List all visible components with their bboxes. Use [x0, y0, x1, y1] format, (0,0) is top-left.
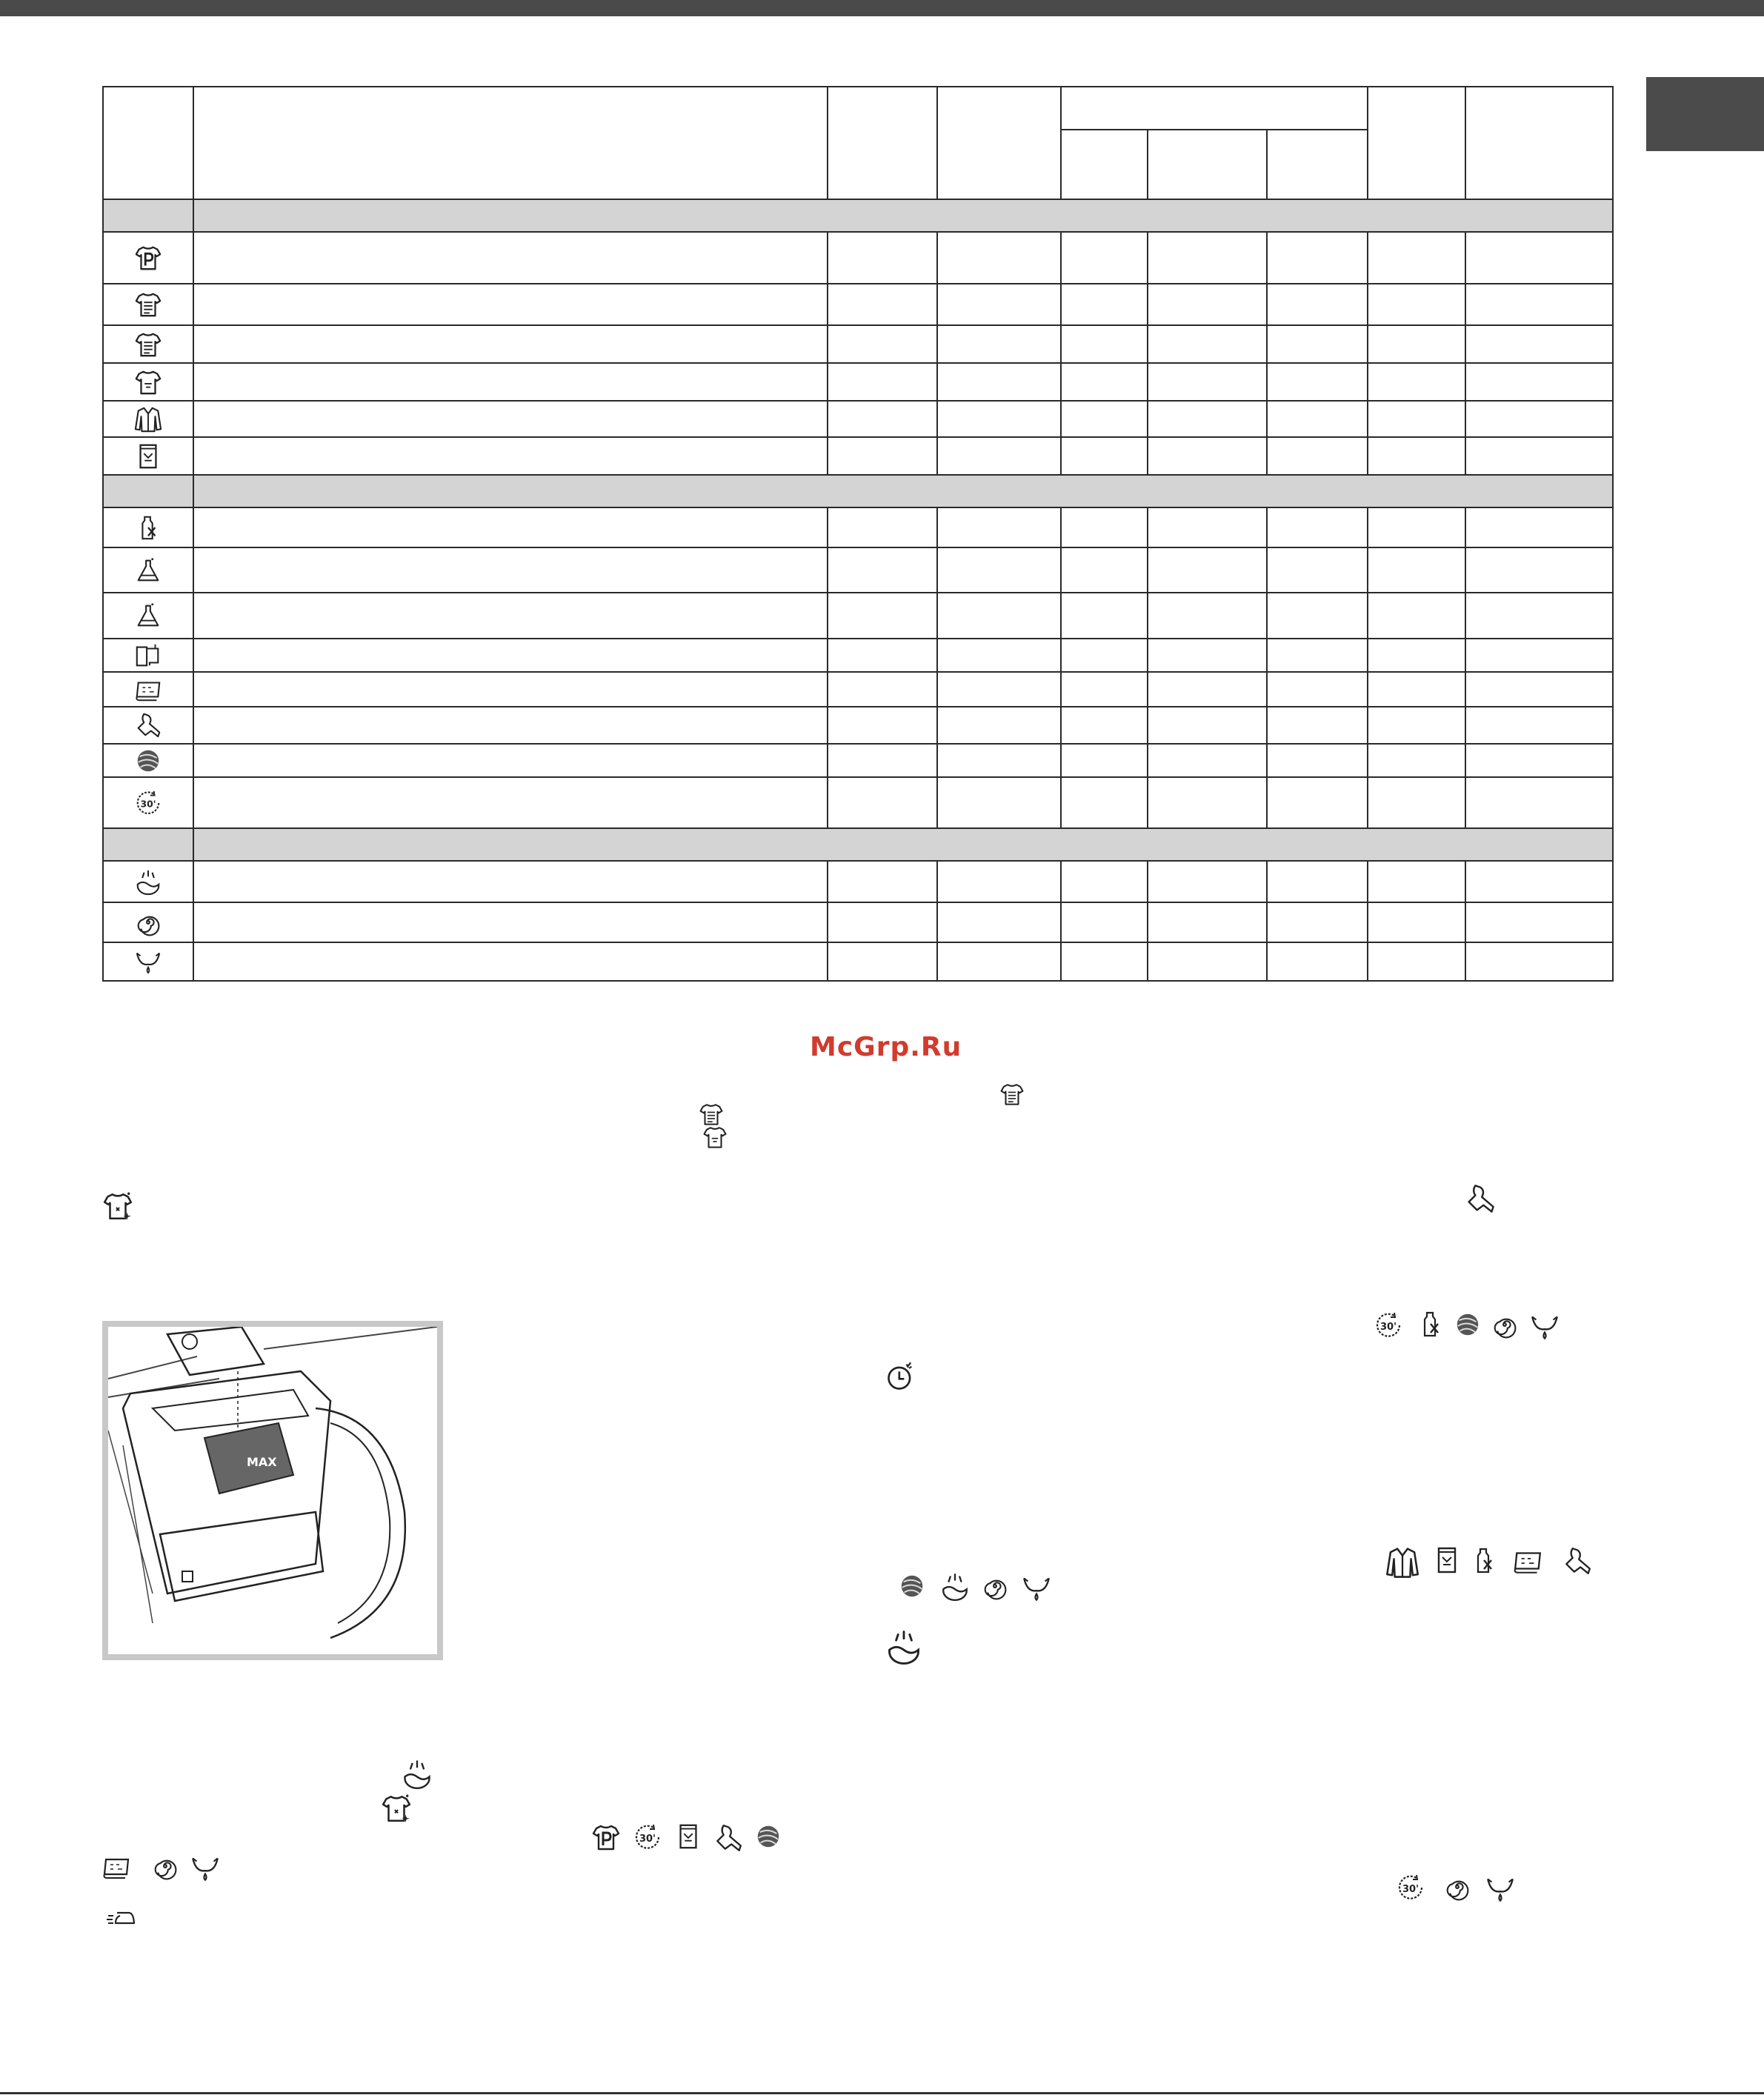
table-cell: [1368, 547, 1465, 593]
top-bar: [0, 0, 1764, 16]
table-row: [103, 401, 1613, 437]
table-cell: [828, 902, 937, 942]
table-cell: [1465, 593, 1613, 639]
table-cell: [1148, 639, 1267, 672]
table-cell: [1465, 363, 1613, 401]
table-cell: [1465, 232, 1613, 284]
wool-icon: [134, 747, 162, 775]
spin-icon: [1443, 1873, 1471, 1901]
stain-shirt-icon: [102, 1190, 133, 1222]
table-cell: [937, 232, 1061, 284]
table-cell: [1465, 744, 1613, 777]
mix30-icon: [1396, 1873, 1425, 1902]
table-cell: [828, 325, 937, 363]
table-cell: [1061, 593, 1148, 639]
table-cell: [1267, 437, 1368, 475]
programme-table-body: [103, 87, 1613, 981]
table-cell: [1368, 232, 1465, 284]
table-cell: [828, 672, 937, 707]
table-cell: [937, 902, 1061, 942]
table-cell: [1061, 401, 1148, 437]
table-row: [103, 284, 1613, 325]
programme-icon-cell: [103, 744, 193, 777]
table-cell: [193, 672, 828, 707]
programme-icon-cell: [103, 284, 193, 325]
baby-bottle-icon: [134, 513, 162, 542]
section-icon-cell: [103, 475, 193, 507]
table-cell: [1368, 639, 1465, 672]
header-subcell-2: [1148, 130, 1267, 199]
table-cell: [1465, 639, 1613, 672]
table-cell: [1148, 707, 1267, 744]
table-cell: [937, 744, 1061, 777]
table-cell: [828, 507, 937, 547]
table-cell: [1148, 401, 1267, 437]
table-cell: [193, 325, 828, 363]
table-cell: [193, 401, 828, 437]
table-cell: [1368, 284, 1465, 325]
table-cell: [828, 437, 937, 475]
table-cell: [937, 777, 1061, 828]
programme-table: [102, 86, 1614, 982]
programme-icon-cell: [103, 547, 193, 593]
table-cell: [1061, 507, 1148, 547]
table-cell: [1368, 401, 1465, 437]
table-cell: [193, 942, 828, 981]
duvet-icon: [99, 1852, 133, 1882]
table-cell: [828, 284, 937, 325]
table-cell: [1267, 902, 1368, 942]
drain-icon: [1529, 1311, 1560, 1342]
table-cell: [1368, 942, 1465, 981]
table-cell: [1148, 593, 1267, 639]
table-cell: [937, 363, 1061, 401]
table-cell: [828, 744, 937, 777]
table-cell: [1148, 942, 1267, 981]
table-cell: [1465, 284, 1613, 325]
spin-icon: [134, 908, 162, 936]
table-cell: [1267, 363, 1368, 401]
programme-icon-cell: [103, 639, 193, 672]
table-cell: [937, 547, 1061, 593]
table-cell: [937, 639, 1061, 672]
table-cell: [1061, 942, 1148, 981]
table-cell: [1148, 284, 1267, 325]
spin-icon: [1491, 1311, 1519, 1339]
table-cell: [1267, 672, 1368, 707]
programme-icon-cell: [103, 593, 193, 639]
table-cell: [1368, 507, 1465, 547]
table-cell: [828, 639, 937, 672]
shirt-p-icon: [591, 1822, 621, 1852]
iron-icon: [99, 1902, 144, 1932]
table-cell: [1465, 437, 1613, 475]
baby-bottle-icon: [1416, 1309, 1445, 1339]
table-cell: [937, 325, 1061, 363]
wool-icon: [754, 1822, 782, 1851]
table-cell: [937, 401, 1061, 437]
table-cell: [1368, 325, 1465, 363]
table-cell: [828, 232, 937, 284]
table-cell: [1465, 861, 1613, 902]
mix30-icon: [134, 789, 162, 817]
detergent-drawer-drawing: [108, 1327, 437, 1654]
table-cell: [1267, 861, 1368, 902]
rinse-icon: [939, 1571, 971, 1602]
section-header-row: [103, 828, 1613, 861]
table-cell: [828, 707, 937, 744]
table-cell: [1061, 325, 1148, 363]
programme-icon-cell: [103, 672, 193, 707]
table-cell: [1148, 547, 1267, 593]
shirt-lines-icon: [699, 1102, 724, 1127]
table-cell: [828, 547, 937, 593]
drain-icon: [1021, 1572, 1052, 1603]
table-cell: [1148, 672, 1267, 707]
table-cell: [1061, 777, 1148, 828]
table-cell: [1267, 744, 1368, 777]
watermark: McGrp.Ru: [810, 1032, 962, 1062]
table-cell: [1465, 507, 1613, 547]
table-cell: [937, 707, 1061, 744]
section-icon-cell: [103, 199, 193, 232]
table-cell: [1368, 437, 1465, 475]
table-cell: [1061, 284, 1148, 325]
header-subcell-1: [1061, 130, 1148, 199]
table-cell: [193, 777, 828, 828]
table-row: [103, 942, 1613, 981]
table-row: [103, 707, 1613, 744]
table-cell: [1267, 507, 1368, 547]
table-cell: [937, 437, 1061, 475]
table-cell: [1267, 639, 1368, 672]
table-cell: [1465, 777, 1613, 828]
table-cell: [1148, 744, 1267, 777]
table-cell: [193, 507, 828, 547]
table-cell: [1267, 707, 1368, 744]
table-cell: [1267, 593, 1368, 639]
table-cell: [193, 861, 828, 902]
table-cell: [1061, 547, 1148, 593]
table-cell: [937, 861, 1061, 902]
table-cell: [1368, 902, 1465, 942]
programme-icon-cell: [103, 507, 193, 547]
table-cell: [937, 942, 1061, 981]
drain-icon: [1485, 1873, 1516, 1904]
table-cell: [1465, 547, 1613, 593]
flask-icon: [134, 556, 162, 585]
table-cell: [1267, 401, 1368, 437]
spin-icon: [981, 1572, 1009, 1600]
table-cell: [1148, 325, 1267, 363]
table-cell: [1148, 437, 1267, 475]
jacket-icon: [1385, 1545, 1419, 1579]
table-cell: [1148, 232, 1267, 284]
table-row: [103, 325, 1613, 363]
programme-icon-cell: [103, 363, 193, 401]
table-cell: [193, 437, 828, 475]
table-cell: [193, 744, 828, 777]
table-cell: [1465, 902, 1613, 942]
table-cell: [1148, 777, 1267, 828]
shirt-lines-short-icon: [134, 368, 162, 396]
flask-icon: [134, 602, 162, 630]
table-cell: [1148, 861, 1267, 902]
table-cell: [193, 547, 828, 593]
table-cell: [828, 861, 937, 902]
towels-icon: [134, 642, 162, 670]
section-icon-cell: [103, 828, 193, 861]
rinse-icon: [134, 867, 162, 896]
table-cell: [1465, 401, 1613, 437]
table-cell: [1465, 672, 1613, 707]
section-header-row: [103, 199, 1613, 232]
table-row: [103, 744, 1613, 777]
table-cell: [1368, 861, 1465, 902]
drain-icon: [134, 948, 162, 976]
programme-icon-cell: [103, 861, 193, 902]
table-cell: [828, 363, 937, 401]
table-cell: [937, 507, 1061, 547]
table-cell: [1267, 284, 1368, 325]
shirt-lines-icon: [134, 330, 162, 359]
table-cell: [1061, 672, 1148, 707]
silk-icon: [1464, 1182, 1497, 1215]
table-row: [103, 547, 1613, 593]
table-cell: [1465, 942, 1613, 981]
table-cell: [1465, 325, 1613, 363]
table-cell: [193, 707, 828, 744]
table-row: [103, 363, 1613, 401]
header-cell-col3: [828, 87, 937, 199]
programme-icon-cell: [103, 325, 193, 363]
table-cell: [937, 672, 1061, 707]
shirt-lines-icon: [999, 1082, 1025, 1107]
table-cell: [1061, 232, 1148, 284]
table-row: [103, 861, 1613, 902]
table-cell: [1368, 707, 1465, 744]
table-cell: [1267, 777, 1368, 828]
table-cell: [1061, 744, 1148, 777]
table-row: [103, 902, 1613, 942]
table-cell: [1267, 232, 1368, 284]
table-cell: [1061, 363, 1148, 401]
header-cell-programme: [193, 87, 828, 199]
table-cell: [1148, 507, 1267, 547]
table-cell: [1267, 547, 1368, 593]
table-cell: [1061, 437, 1148, 475]
table-row: [103, 672, 1613, 707]
table-cell: [828, 401, 937, 437]
shirt-lines-icon: [134, 290, 162, 319]
baby-bottle-icon: [1469, 1545, 1499, 1575]
table-header-row: [103, 87, 1613, 130]
silk-icon: [134, 711, 162, 739]
table-cell: [193, 284, 828, 325]
table-cell: [1368, 744, 1465, 777]
header-cell-col9: [1465, 87, 1613, 199]
jeans-icon: [1432, 1545, 1462, 1575]
table-cell: [1061, 902, 1148, 942]
mix30-icon: [1374, 1311, 1403, 1340]
table-cell: [828, 777, 937, 828]
jacket-icon: [134, 405, 162, 433]
table-cell: [193, 232, 828, 284]
programme-icon-cell: [103, 777, 193, 828]
section-title-cell: [193, 199, 1613, 232]
header-cell-group: [1061, 87, 1368, 130]
header-cell-col8: [1368, 87, 1465, 199]
table-cell: [1061, 707, 1148, 744]
mix30-icon: [633, 1822, 662, 1852]
section-title-cell: [193, 475, 1613, 507]
table-cell: [1465, 707, 1613, 744]
table-cell: [1368, 363, 1465, 401]
spin-icon: [151, 1852, 179, 1880]
rinse-icon: [885, 1627, 923, 1665]
table-row: [103, 639, 1613, 672]
table-cell: [193, 363, 828, 401]
silk-icon: [713, 1822, 744, 1854]
programme-icon-cell: [103, 437, 193, 475]
duvet-icon: [1510, 1545, 1545, 1576]
bottom-rule: [0, 2092, 1764, 2094]
table-row: [103, 232, 1613, 284]
shirt-p-icon: [134, 244, 162, 272]
table-cell: [828, 942, 937, 981]
timer-icon: [885, 1360, 917, 1393]
table-cell: [828, 593, 937, 639]
table-cell: [1061, 861, 1148, 902]
table-cell: [193, 902, 828, 942]
table-cell: [937, 284, 1061, 325]
stain-shirt-icon: [381, 1793, 412, 1824]
table-row: [103, 507, 1613, 547]
drain-icon: [190, 1852, 221, 1883]
header-cell-icon: [103, 87, 193, 199]
shirt-lines-short-icon: [702, 1125, 728, 1150]
drawer-max-label: MAX: [247, 1455, 277, 1469]
duvet-icon: [134, 676, 162, 704]
table-row: [103, 593, 1613, 639]
jeans-icon: [674, 1822, 702, 1851]
table-cell: [1368, 672, 1465, 707]
table-row: [103, 437, 1613, 475]
table-cell: [1148, 902, 1267, 942]
section-header-row: [103, 475, 1613, 507]
programme-icon-cell: [103, 232, 193, 284]
table-row: [103, 777, 1613, 828]
rinse-icon: [401, 1757, 433, 1790]
table-cell: [1061, 639, 1148, 672]
table-cell: [1267, 942, 1368, 981]
programme-icon-cell: [103, 942, 193, 981]
language-tab: [1646, 77, 1764, 151]
programme-icon-cell: [103, 401, 193, 437]
jeans-icon: [134, 442, 162, 470]
table-cell: [193, 639, 828, 672]
wool-icon: [898, 1572, 926, 1600]
table-cell: [1267, 325, 1368, 363]
header-subcell-3: [1267, 130, 1368, 199]
table-cell: [1368, 593, 1465, 639]
table-cell: [937, 593, 1061, 639]
section-title-cell: [193, 828, 1613, 861]
programme-icon-cell: [103, 902, 193, 942]
table-cell: [193, 593, 828, 639]
wool-icon: [1454, 1311, 1482, 1339]
table-cell: [1148, 363, 1267, 401]
silk-icon: [1562, 1545, 1593, 1576]
programme-icon-cell: [103, 707, 193, 744]
header-cell-col4: [937, 87, 1061, 199]
detergent-drawer-illustration: [102, 1321, 443, 1660]
table-cell: [1368, 777, 1465, 828]
